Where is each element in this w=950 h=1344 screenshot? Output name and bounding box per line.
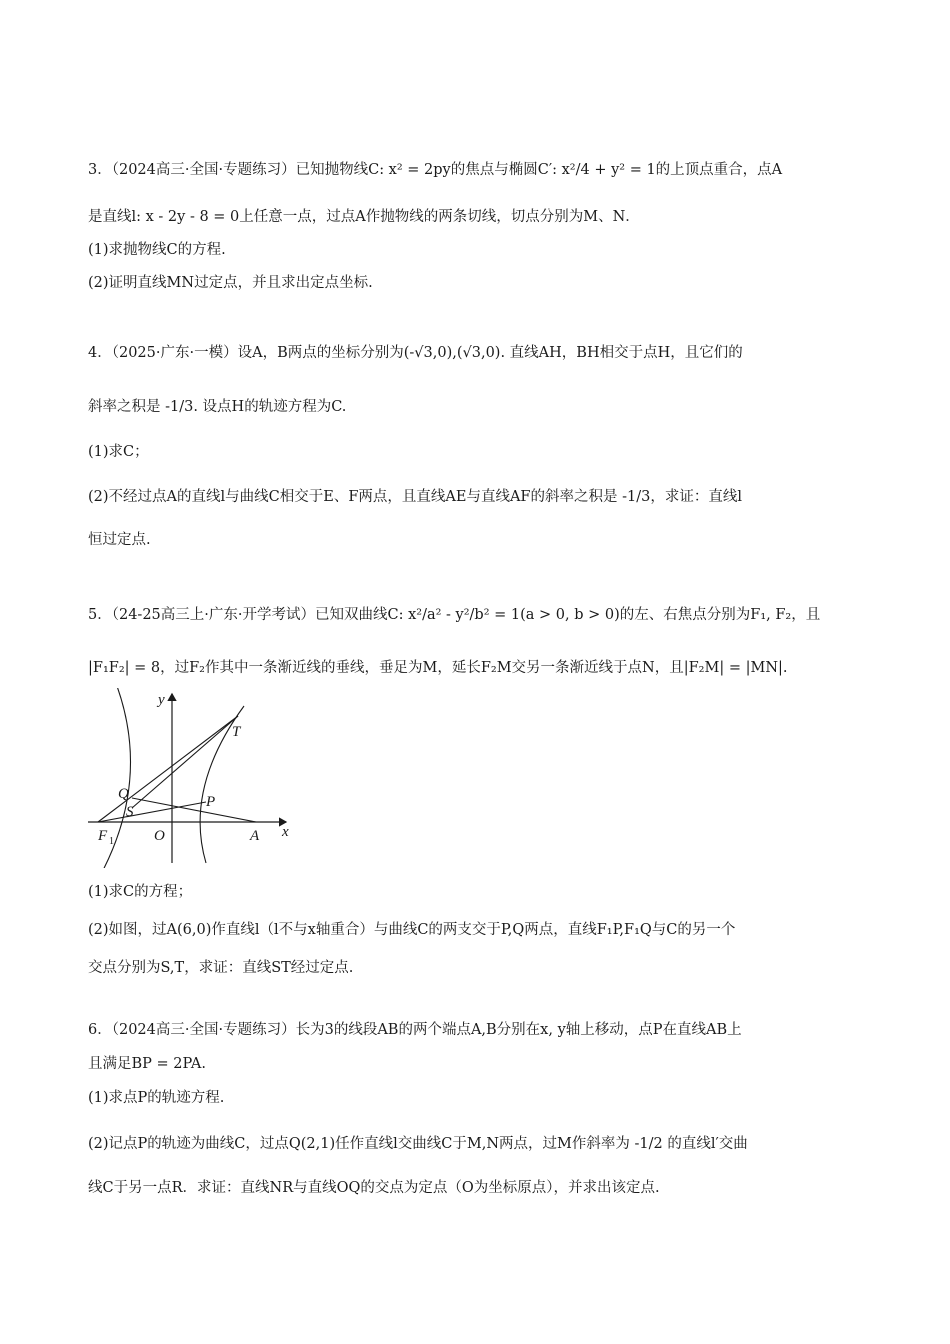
label-O: O — [154, 828, 165, 844]
p6-q2: (2)记点P的轨迹为曲线C，过点Q(2,1)任作直线l交曲线C于M,N两点，过M作斜率为 -1/2 的直线l′交曲 — [88, 1136, 748, 1152]
label-Q: Q — [118, 786, 129, 802]
p3-line2: 是直线l: x - 2y - 8 = 0上任意一点，过点A作抛物线的两条切线，切点分别为M、N． — [88, 209, 640, 225]
p5-q2: (2)如图，过A(6,0)作直线l（l不与x轴重合）与曲线C的两支交于P,Q两点，直线F₁P,F₁Q与C的另一个 — [88, 922, 736, 938]
label-F1-sub: 1 — [109, 836, 114, 847]
p5-q2-cont: 交点分别为S,T，求证：直线ST经过定点. — [88, 960, 354, 976]
label-F1: F — [98, 828, 108, 844]
p4-line1: 4．（2025·广东·一模）设A，B两点的坐标分别为(-√3,0),(√3,0). 直线AH，BH相交于点H，且它们的 — [88, 345, 743, 361]
p3-line1: 3．（2024高三·全国·专题练习）已知抛物线C: x² = 2py的焦点与椭圆C′: x²/4 + y² = 1的上顶点重合，点A — [88, 162, 783, 178]
p5-line1: 5．（24-25高三上·广东·开学考试）已知双曲线C: x²/a² - y²/b² = 1(a > 0, b > 0)的左、右焦点分别为F₁, F₂，且 — [88, 607, 821, 623]
p4-q2: (2)不经过点A的直线l与曲线C相交于E、F两点，且直线AE与直线AF的斜率之积是 -1/3，求证：直线l — [88, 489, 742, 505]
p4-line2: 斜率之积是 -1/3. 设点H的轨迹方程为C. — [88, 399, 347, 415]
hyperbola-figure — [86, 688, 301, 868]
p6-q1: (1)求点P的轨迹方程. — [88, 1090, 225, 1106]
p4-q1: (1)求C； — [88, 444, 149, 460]
line-F1-T — [98, 716, 238, 822]
label-T: T — [232, 724, 241, 740]
p5-q1: (1)求C的方程； — [88, 884, 193, 900]
line-S-T — [132, 716, 238, 808]
label-S: S — [126, 804, 134, 820]
p6-q2-cont: 线C于另一点R．求证：直线NR与直线OQ的交点为定点（O为坐标原点），并求出该定点. — [88, 1180, 660, 1196]
p5-line2: |F₁F₂| = 8，过F₂作其中一条渐近线的垂线，垂足为M，延长F₂M交另一条渐近线于点N，且|F₂M| = |MN|. — [88, 660, 788, 676]
label-A: A — [250, 828, 260, 844]
hyperbola-diagram — [86, 688, 301, 868]
p4-q2-cont: 恒过定点. — [88, 532, 151, 548]
label-y: y — [158, 692, 165, 708]
line-F1-P — [98, 802, 206, 822]
label-x: x — [282, 824, 289, 840]
p3-q1: (1)求抛物线C的方程. — [88, 242, 226, 258]
p6-line1: 6．（2024高三·全国·专题练习）长为3的线段AB的两个端点A,B分别在x, y轴上移动，点P在直线AB上 — [88, 1022, 742, 1038]
label-P: P — [206, 794, 216, 810]
line-Q-A — [132, 798, 256, 822]
p6-line2: 且满足BP = 2PA. — [88, 1056, 207, 1072]
p3-q2: (2)证明直线MN过定点，并且求出定点坐标. — [88, 275, 373, 291]
